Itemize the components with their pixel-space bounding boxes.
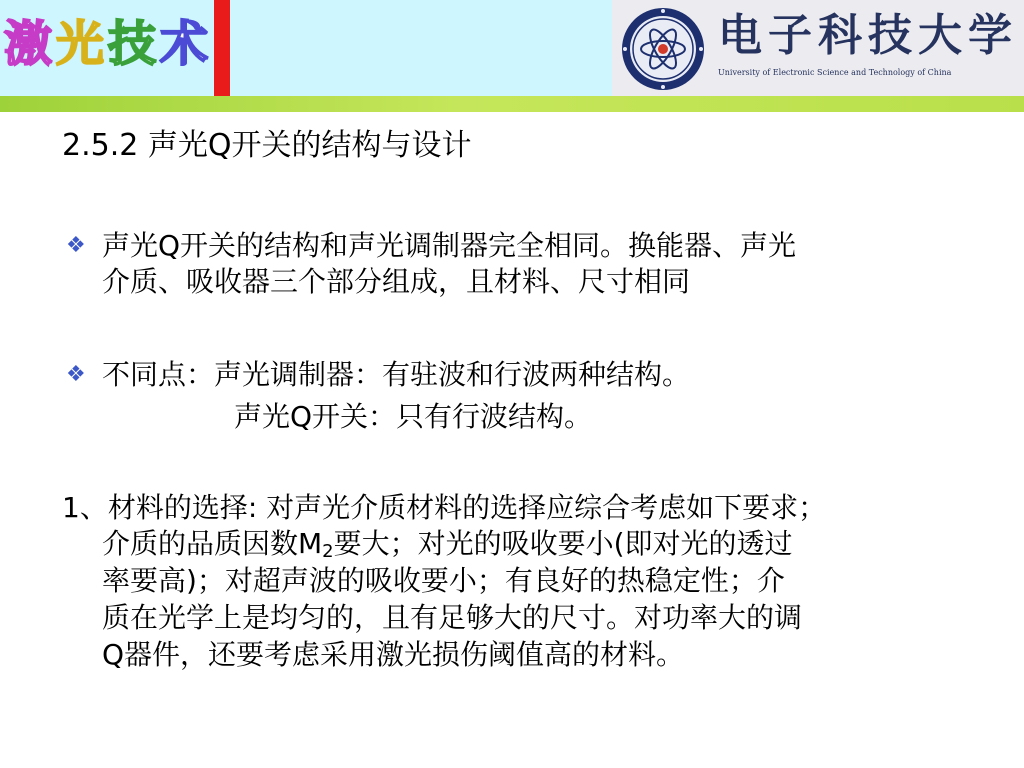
university-name-cn: 电子科技大学 — [718, 10, 1018, 61]
course-title-char: 技 — [108, 16, 157, 72]
university-seal-icon — [620, 6, 706, 92]
section-title: 2.5.2 声光Q开关的结构与设计 — [62, 128, 472, 163]
red-accent-bar — [214, 0, 230, 96]
material-paragraph-line-5: Q器件，还要考虑采用激光损伤阈值高的材料。 — [102, 638, 685, 671]
material-paragraph-line-4: 质在光学上是均匀的，且有足够大的尺寸。对功率大的调 — [102, 601, 803, 634]
subscript-2: 2 — [322, 541, 334, 562]
university-name-en: University of Electronic Science and Technology of China — [718, 68, 952, 77]
course-title-char: 术 — [160, 16, 209, 72]
course-title-char: 光 — [56, 16, 105, 72]
material-paragraph-line-1: 1、材料的选择: 对声光介质材料的选择应综合考虑如下要求； — [62, 491, 827, 524]
slide-header-banner — [0, 0, 1024, 112]
material-paragraph-line-3: 率要高)；对超声波的吸收要小；有良好的热稳定性；介 — [102, 564, 785, 597]
bullet-2-line-1: 不同点：声光调制器：有驻波和行波两种结构。 — [102, 358, 691, 391]
diamond-bullet-icon: ❖ — [66, 233, 86, 258]
university-logo — [612, 0, 1024, 96]
diamond-bullet-icon: ❖ — [66, 362, 86, 387]
banner-green-stripe — [0, 96, 1024, 112]
bullet-2-line-2: 声光Q开关：只有行波结构。 — [234, 400, 593, 433]
slide-body — [0, 112, 1024, 768]
line-2-after-sub: 要大；对光的吸收要小(即对光的透过 — [333, 527, 793, 560]
bullet-1-line-2: 介质、吸收器三个部分组成，且材料、尺寸相同 — [102, 265, 691, 298]
line-2-before-sub: 介质的品质因数M — [102, 527, 323, 560]
material-paragraph-line-2 — [102, 526, 793, 561]
course-title-wordart — [4, 10, 216, 80]
course-title-char: 激 — [4, 16, 53, 72]
bullet-1-line-1: 声光Q开关的结构和声光调制器完全相同。换能器、声光 — [102, 229, 797, 262]
